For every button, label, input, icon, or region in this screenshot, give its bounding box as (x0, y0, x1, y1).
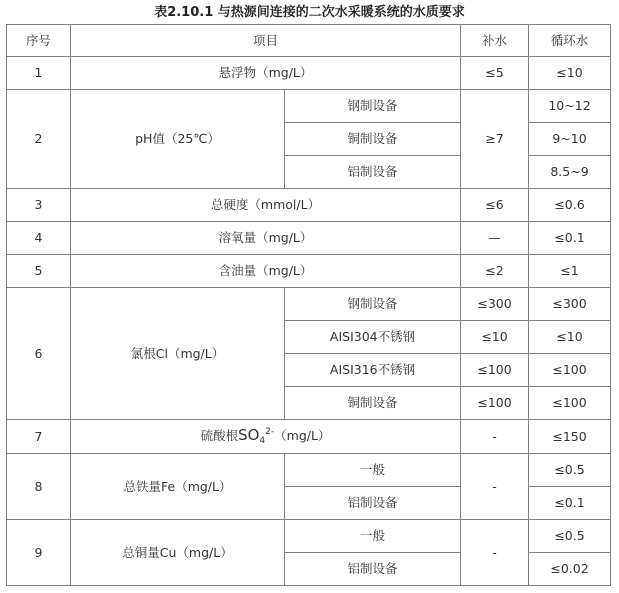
table-row (7, 90, 611, 123)
row-item (71, 420, 461, 454)
formula-subscript: 4 (259, 436, 266, 446)
table-row (7, 57, 611, 90)
table-title: 表2.10.1 与热源间连接的二次水采暖系统的水质要求 (154, 5, 465, 20)
row-makeup: ≤100 (461, 354, 529, 387)
water-quality-table (6, 24, 611, 586)
row-circulating: ≤1 (529, 255, 611, 288)
row-item: 总铜量Cu（mg/L） (71, 520, 285, 586)
row-item: 总硬度（mmol/L） (71, 189, 461, 222)
header-makeup: 补水 (461, 25, 529, 57)
row-circulating: ≤0.1 (529, 222, 611, 255)
row-makeup: — (461, 222, 529, 255)
table-row (7, 255, 611, 288)
row-circulating: ≤100 (529, 354, 611, 387)
row-item: pH值（25℃） (71, 90, 285, 189)
header-no: 序号 (7, 25, 71, 57)
row-item: 含油量（mg/L） (71, 255, 461, 288)
sub-item: 铝制设备 (285, 553, 461, 586)
row-no: 3 (7, 189, 71, 222)
row-makeup: ≤100 (461, 387, 529, 420)
row-no: 7 (7, 420, 71, 454)
row-makeup: ≤6 (461, 189, 529, 222)
sub-item: AISI304不锈钢 (285, 321, 461, 354)
row-no: 9 (7, 520, 71, 586)
sub-item: 铝制设备 (285, 487, 461, 520)
row-no: 4 (7, 222, 71, 255)
row-circulating: ≤0.6 (529, 189, 611, 222)
sub-item: 钢制设备 (285, 288, 461, 321)
header-circulating: 循环水 (529, 25, 611, 57)
row-makeup: ≤300 (461, 288, 529, 321)
row-circulating: 8.5~9 (529, 156, 611, 189)
row-circulating: ≤0.02 (529, 553, 611, 586)
table-row (7, 288, 611, 321)
formula-superscript: 2- (265, 427, 275, 437)
table-row (7, 420, 611, 454)
row-circulating: ≤10 (529, 321, 611, 354)
row-makeup: - (461, 420, 529, 454)
row-no: 5 (7, 255, 71, 288)
table-row (7, 189, 611, 222)
row-circulating: ≤150 (529, 420, 611, 454)
row-circulating: ≤10 (529, 57, 611, 90)
sub-item: 一般 (285, 520, 461, 553)
sub-item: 钢制设备 (285, 90, 461, 123)
row-no: 2 (7, 90, 71, 189)
row-circulating: ≤100 (529, 387, 611, 420)
row-circulating: 9~10 (529, 123, 611, 156)
row-no: 1 (7, 57, 71, 90)
sub-item: 一般 (285, 454, 461, 487)
sub-item: 铜制设备 (285, 387, 461, 420)
row-circulating: ≤0.5 (529, 520, 611, 553)
item-unit: （mg/L） (274, 428, 331, 443)
row-circulating: ≤300 (529, 288, 611, 321)
item-prefix: 硫酸根 (200, 428, 239, 443)
row-makeup: - (461, 454, 529, 520)
row-circulating: 10~12 (529, 90, 611, 123)
row-item: 总铁量Fe（mg/L） (71, 454, 285, 520)
header-row (7, 25, 611, 57)
row-item: 氯根Cl（mg/L） (71, 288, 285, 420)
sub-item: AISI316不锈钢 (285, 354, 461, 387)
row-circulating: ≤0.1 (529, 487, 611, 520)
row-makeup: ≥7 (461, 90, 529, 189)
table-row (7, 454, 611, 487)
row-makeup: ≤10 (461, 321, 529, 354)
row-no: 8 (7, 454, 71, 520)
row-item: 悬浮物（mg/L） (71, 57, 461, 90)
row-no: 6 (7, 288, 71, 420)
table-row (7, 520, 611, 553)
sub-item: 铜制设备 (285, 123, 461, 156)
row-makeup: ≤5 (461, 57, 529, 90)
table-row (7, 222, 611, 255)
row-makeup: - (461, 520, 529, 586)
header-item: 项目 (71, 25, 461, 57)
row-circulating: ≤0.5 (529, 454, 611, 487)
formula-main: SO (238, 426, 260, 444)
sub-item: 铝制设备 (285, 156, 461, 189)
row-item: 溶氧量（mg/L） (71, 222, 461, 255)
row-makeup: ≤2 (461, 255, 529, 288)
